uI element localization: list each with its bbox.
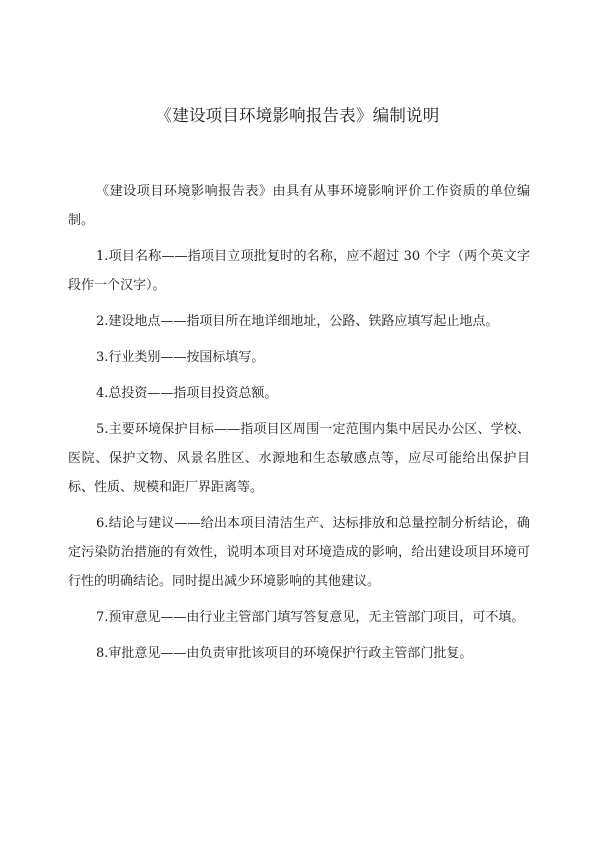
paragraph-item-6: 6.结论与建议——给出本项目清洁生产、达标排放和总量控制分析结论，确定污染防治措施的有效性，说明本项目对环境造成的影响，给出建设项目环境可行性的明确结论。同时提出减少环境影响的其他建议。 xyxy=(68,516,530,589)
paragraph-item-5: 5.主要环境保护目标——指项目区周围一定范围内集中居民办公区、学校、医院、保护文物、风景名胜区、水源地和生态敏感点等，应尽可能给出保护目标、性质、规模和距厂界距离等。 xyxy=(68,422,530,495)
paragraph-item-7: 7.预审意见——由行业主管部门填写答复意见，无主管部门项目，可不填。 xyxy=(96,610,525,625)
paragraph-intro: 《建设项目环境影响报告表》由具有从事环境影响评价工作资质的单位编制。 xyxy=(68,184,530,228)
paragraph-item-3: 3.行业类别——按国标填写。 xyxy=(96,350,265,365)
page-title: 《建设项目环境影响报告表》编制说明 xyxy=(155,106,440,125)
paragraph-item-1: 1.项目名称——指项目立项批复时的名称，应不超过 30 个字（两个英文字段作一个汉字）。 xyxy=(68,249,530,293)
paragraph-item-8: 8.审批意见——由负责审批该项目的环境保护行政主管部门批复。 xyxy=(96,646,473,661)
paragraph-item-2: 2.建设地点——指项目所在地详细地址，公路、铁路应填写起止地点。 xyxy=(96,314,499,329)
instructions-body xyxy=(68,177,530,675)
paragraph-item-4: 4.总投资——指项目投资总额。 xyxy=(96,386,278,401)
